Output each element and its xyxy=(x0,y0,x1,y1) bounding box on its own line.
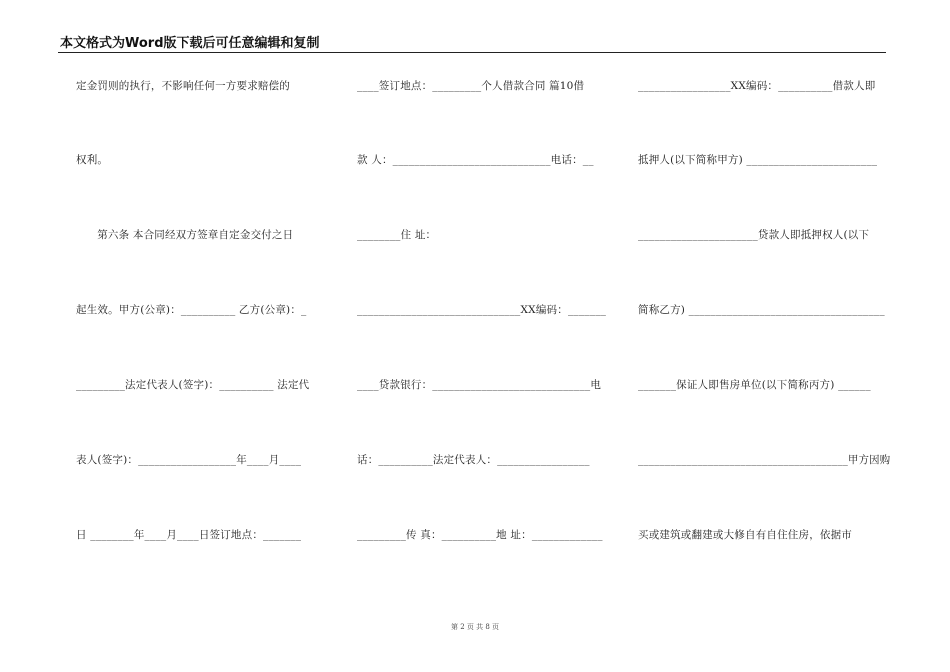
text-line: ______________________________XX编码：_______ xyxy=(357,304,607,316)
text-line: 买或建筑或翻建或大修自有自住住房，依据市 xyxy=(638,529,852,541)
text-line: 抵押人(以下简称甲方) ________________________ xyxy=(638,154,878,166)
header-title: 本文格式为Word版下载后可任意编辑和复制 xyxy=(60,36,320,51)
text-line: ____贷款银行：_____________________________电 xyxy=(357,379,602,391)
page-header xyxy=(58,30,886,53)
text-line: 话：__________法定代表人：_________________ xyxy=(357,454,590,466)
text-line: 权利。 xyxy=(76,154,109,166)
text-line: ____签订地点：_________个人借款合同 篇10借 xyxy=(357,80,585,92)
text-line: _______________________________________甲方因购 xyxy=(638,454,891,466)
text-line: ________住 址： xyxy=(357,229,437,241)
text-line: 款 人：_____________________________电话：__ xyxy=(357,154,594,166)
text-line: ______________________贷款人即抵押权人(以下 xyxy=(638,229,870,241)
text-line: _______保证人即售房单位(以下简称丙方) ______ xyxy=(638,379,871,391)
text-line: _________传 真：__________地 址：_____________ xyxy=(357,529,603,541)
text-line: 表人(签字)：__________________年____月____ xyxy=(76,454,302,466)
text-line: 定金罚则的执行，不影响任何一方要求赔偿的 xyxy=(76,80,290,92)
text-line: _________________XX编码：__________借款人即 xyxy=(638,80,876,92)
text-line: 日 ________年____月____日签订地点：_______ xyxy=(76,529,302,541)
page-number: 第 2 页 共 8 页 xyxy=(450,623,500,631)
text-line: 起生效。甲方(公章)：__________ 乙方(公章)：_ xyxy=(76,304,307,316)
text-line: 第六条 本合同经双方签章自定金交付之日 xyxy=(76,229,294,241)
text-line: _________法定代表人(签字)：__________ 法定代 xyxy=(76,379,310,391)
text-line: 简称乙方) ____________________________________ xyxy=(638,304,885,316)
